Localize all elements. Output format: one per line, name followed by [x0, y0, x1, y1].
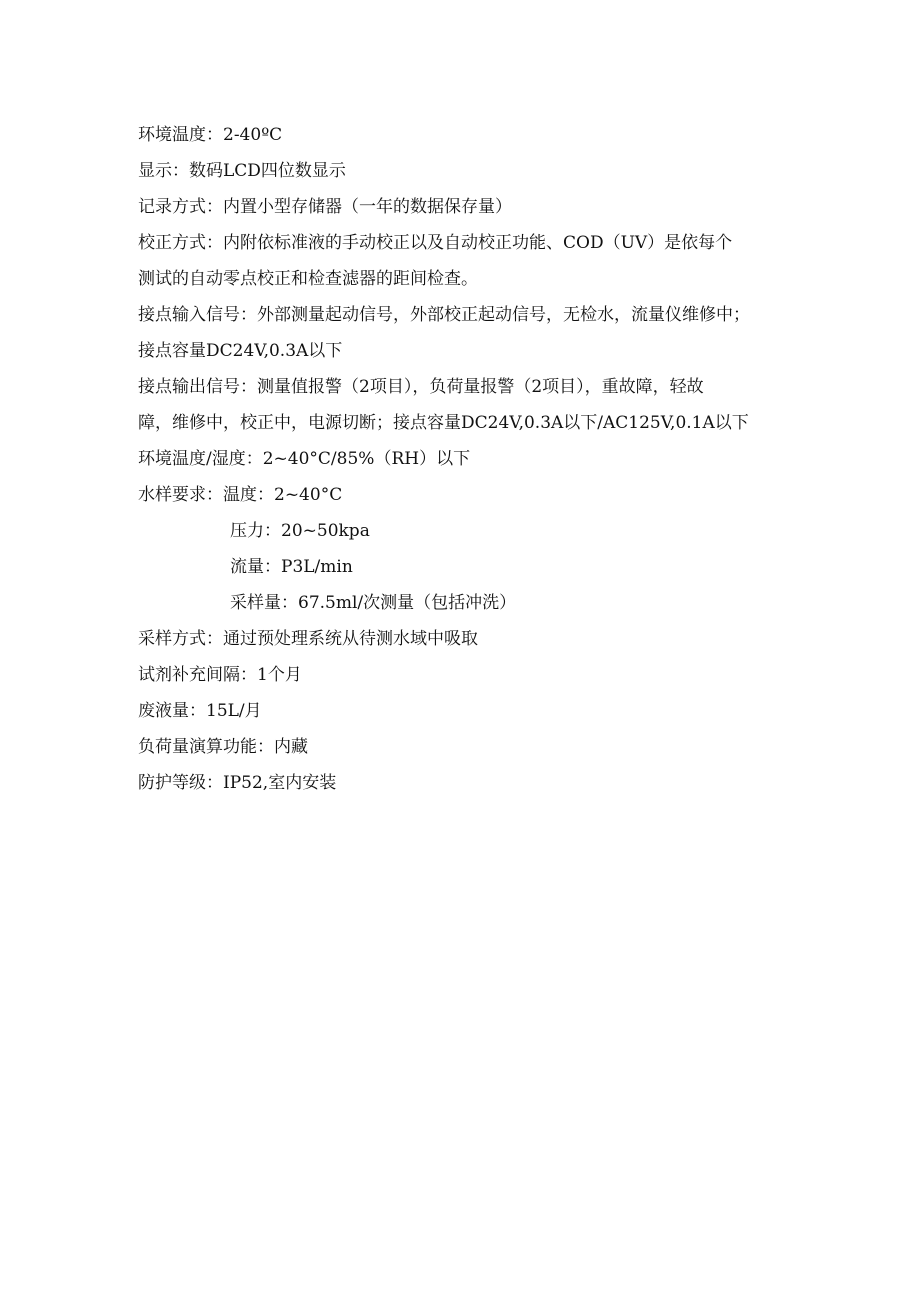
spec-recording-method: 记录方式：内置小型存储器（一年的数据保存量） — [138, 197, 512, 217]
spec-list — [138, 122, 788, 806]
spec-contact-input-line2: 接点容量DC24V,0.3A以下 — [138, 341, 343, 361]
spec-water-sample-temperature: 水样要求：温度：2~40°C — [138, 485, 343, 505]
spec-sampling-method: 采样方式：通过预处理系统从待测水域中吸取 — [138, 629, 478, 649]
spec-protection-class: 防护等级：IP52,室内安装 — [138, 773, 337, 793]
spec-water-sample-flow: 流量：P3L/min — [230, 557, 353, 577]
spec-reagent-refill-interval: 试剂补充间隔：1个月 — [138, 665, 302, 685]
spec-waste-volume: 废液量：15L/月 — [138, 701, 262, 721]
spec-ambient-temperature: 环境温度：2-40ºC — [138, 125, 283, 145]
spec-load-calculation: 负荷量演算功能：内藏 — [138, 737, 308, 757]
spec-display: 显示：数码LCD四位数显示 — [138, 161, 346, 181]
spec-contact-input-line1: 接点输入信号：外部测量起动信号，外部校正起动信号，无检水，流量仪维修中； — [138, 305, 750, 325]
spec-contact-output-line1: 接点输出信号：测量值报警（2项目），负荷量报警（2项目），重故障，轻故 — [138, 377, 704, 397]
spec-ambient-temp-humidity: 环境温度/湿度：2~40°C/85%（RH）以下 — [138, 449, 471, 469]
spec-calibration-method-line1: 校正方式：内附依标准液的手动校正以及自动校正功能、COD（UV）是依每个 — [138, 233, 733, 253]
spec-water-sample-volume: 采样量：67.5ml/次测量（包括冲洗） — [230, 593, 517, 613]
spec-calibration-method-line2: 测试的自动零点校正和检查滤器的距间检查。 — [138, 269, 478, 289]
spec-contact-output-line2: 障，维修中，校正中，电源切断；接点容量DC24V,0.3A以下/AC125V,0.1A以下 — [138, 413, 749, 433]
spec-water-sample-pressure: 压力：20~50kpa — [230, 521, 370, 541]
